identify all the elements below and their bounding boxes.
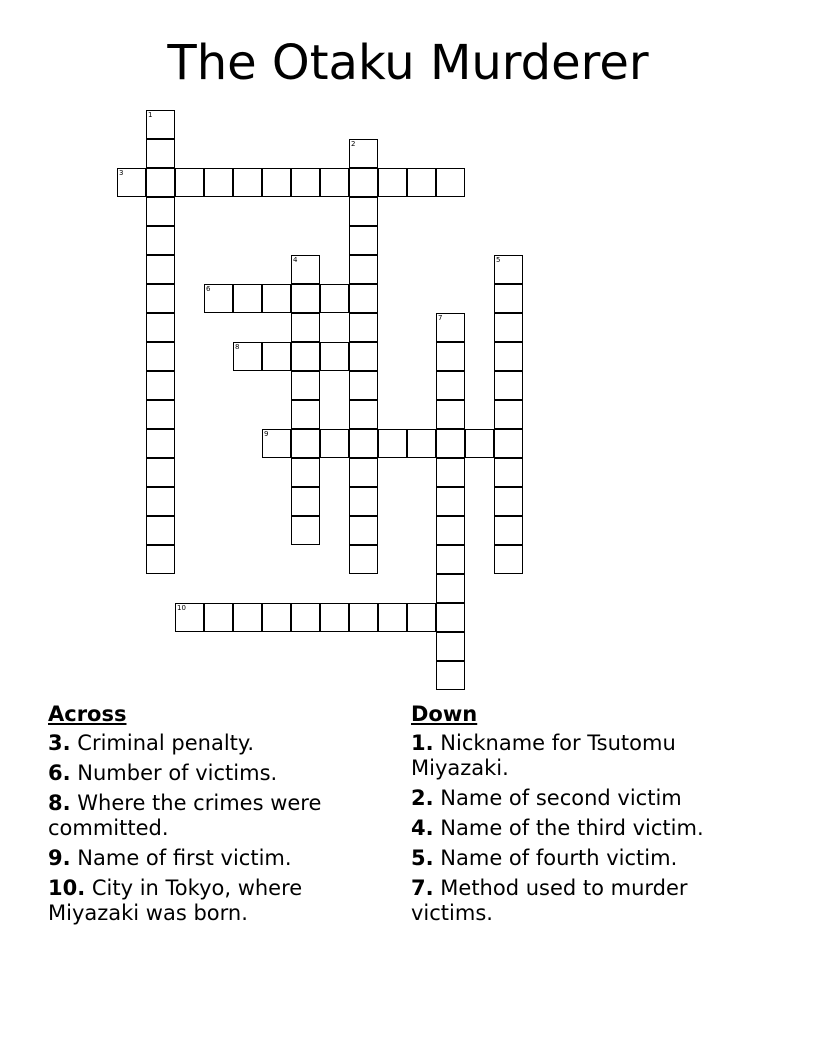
grid-cell[interactable]	[494, 516, 523, 545]
grid-cell[interactable]	[407, 603, 436, 632]
cell-number: 10	[177, 604, 186, 612]
grid-cell[interactable]	[494, 545, 523, 574]
grid-cell[interactable]	[146, 371, 175, 400]
down-clues	[411, 702, 741, 931]
down-clue	[411, 786, 741, 811]
grid-cell[interactable]	[291, 400, 320, 429]
grid-cell[interactable]	[233, 284, 262, 313]
clue-text: Name of first victim.	[77, 846, 292, 870]
grid-cell[interactable]	[494, 255, 523, 284]
clue-text: Criminal penalty.	[77, 731, 254, 755]
grid-cell[interactable]	[494, 371, 523, 400]
grid-cell[interactable]	[436, 458, 465, 487]
grid-cell[interactable]	[349, 197, 378, 226]
clue-number: 6.	[48, 761, 71, 785]
grid-cell[interactable]	[291, 313, 320, 342]
grid-cell[interactable]	[204, 168, 233, 197]
grid-cell[interactable]	[291, 603, 320, 632]
grid-cell[interactable]	[349, 313, 378, 342]
grid-cell[interactable]	[407, 429, 436, 458]
cell-number: 7	[438, 314, 443, 322]
grid-cell[interactable]	[146, 342, 175, 371]
clue-text: Where the crimes were committed.	[48, 791, 322, 840]
cell-number: 4	[293, 256, 298, 264]
cell-number: 2	[351, 140, 356, 148]
clue-text: City in Tokyo, where Miyazaki was born.	[48, 876, 303, 925]
clue-number: 7.	[411, 876, 434, 900]
grid-cell[interactable]	[291, 371, 320, 400]
grid-cell[interactable]	[146, 545, 175, 574]
grid-cell[interactable]	[349, 139, 378, 168]
grid-cell[interactable]	[291, 168, 320, 197]
grid-cell[interactable]	[291, 342, 320, 371]
grid-cell[interactable]	[436, 313, 465, 342]
clue-text: Name of the third victim.	[440, 816, 704, 840]
clue-number: 5.	[411, 846, 434, 870]
clue-text: Nickname for Tsutomu Miyazaki.	[411, 731, 676, 780]
grid-cell[interactable]	[117, 168, 146, 197]
grid-cell[interactable]	[494, 429, 523, 458]
grid-cell[interactable]	[146, 284, 175, 313]
grid-cell[interactable]	[436, 342, 465, 371]
across-clue	[48, 761, 378, 786]
grid-cell[interactable]	[233, 342, 262, 371]
grid-cell[interactable]	[436, 429, 465, 458]
grid-cell[interactable]	[146, 255, 175, 284]
cell-number: 8	[235, 343, 240, 351]
grid-cell[interactable]	[494, 342, 523, 371]
grid-cell[interactable]	[349, 400, 378, 429]
clue-number: 4.	[411, 816, 434, 840]
grid-cell[interactable]	[436, 400, 465, 429]
grid-cell[interactable]	[146, 313, 175, 342]
grid-cell[interactable]	[349, 342, 378, 371]
grid-cell[interactable]	[349, 429, 378, 458]
grid-cell[interactable]	[349, 545, 378, 574]
grid-cell[interactable]	[291, 429, 320, 458]
grid-cell[interactable]	[262, 284, 291, 313]
across-clues	[48, 702, 378, 931]
puzzle-title: The Otaku Murderer	[167, 35, 649, 91]
grid-cell[interactable]	[262, 342, 291, 371]
grid-cell[interactable]	[320, 603, 349, 632]
grid-cell[interactable]	[146, 226, 175, 255]
grid-cell[interactable]	[436, 574, 465, 603]
grid-cell[interactable]	[320, 342, 349, 371]
grid-cell[interactable]	[146, 516, 175, 545]
cell-number: 3	[119, 169, 124, 177]
cell-number: 9	[264, 430, 269, 438]
across-heading: Across	[48, 702, 127, 726]
across-clue	[48, 846, 378, 871]
grid-cell[interactable]	[204, 284, 233, 313]
down-clue	[411, 876, 741, 926]
grid-cell[interactable]	[349, 284, 378, 313]
cell-number: 5	[496, 256, 501, 264]
grid-cell[interactable]	[436, 603, 465, 632]
grid-cell[interactable]	[320, 284, 349, 313]
grid-cell[interactable]	[146, 139, 175, 168]
grid-cell[interactable]	[175, 603, 204, 632]
grid-cell[interactable]	[349, 226, 378, 255]
clue-text: Number of victims.	[77, 761, 278, 785]
down-clue	[411, 846, 741, 871]
grid-cell[interactable]	[349, 371, 378, 400]
grid-cell[interactable]	[233, 603, 262, 632]
clue-text: Name of fourth victim.	[440, 846, 678, 870]
grid-cell[interactable]	[349, 603, 378, 632]
grid-cell[interactable]	[262, 603, 291, 632]
grid-cell[interactable]	[349, 487, 378, 516]
clue-number: 1.	[411, 731, 434, 755]
grid-cell[interactable]	[291, 487, 320, 516]
grid-cell[interactable]	[320, 429, 349, 458]
down-heading: Down	[411, 702, 478, 726]
grid-cell[interactable]	[349, 516, 378, 545]
grid-cell[interactable]	[494, 487, 523, 516]
grid-cell[interactable]	[436, 545, 465, 574]
down-clue	[411, 816, 741, 841]
grid-cell[interactable]	[320, 168, 349, 197]
grid-cell[interactable]	[349, 458, 378, 487]
across-clue	[48, 731, 378, 756]
grid-cell[interactable]	[204, 603, 233, 632]
grid-cell[interactable]	[233, 168, 262, 197]
grid-cell[interactable]	[436, 661, 465, 690]
grid-cell[interactable]	[494, 284, 523, 313]
grid-cell[interactable]	[175, 168, 204, 197]
clue-number: 8.	[48, 791, 71, 815]
across-clue	[48, 876, 378, 926]
across-clue	[48, 791, 378, 841]
grid-cell[interactable]	[291, 255, 320, 284]
grid-cell[interactable]	[436, 168, 465, 197]
clue-number: 9.	[48, 846, 71, 870]
grid-cell[interactable]	[262, 168, 291, 197]
down-clue	[411, 731, 741, 781]
grid-cell[interactable]	[291, 284, 320, 313]
cell-number: 1	[148, 111, 153, 119]
grid-cell[interactable]	[262, 429, 291, 458]
grid-cell[interactable]	[349, 255, 378, 284]
grid-cell[interactable]	[494, 458, 523, 487]
clue-number: 2.	[411, 786, 434, 810]
grid-cell[interactable]	[436, 487, 465, 516]
clue-text: Method used to murder victims.	[411, 876, 688, 925]
cell-number: 6	[206, 285, 211, 293]
grid-cell[interactable]	[378, 168, 407, 197]
grid-cell[interactable]	[146, 400, 175, 429]
grid-cell[interactable]	[291, 516, 320, 545]
grid-cell[interactable]	[407, 168, 436, 197]
grid-cell[interactable]	[146, 429, 175, 458]
grid-cell[interactable]	[146, 197, 175, 226]
grid-cell[interactable]	[146, 110, 175, 139]
clue-number: 10.	[48, 876, 86, 900]
grid-cell[interactable]	[436, 516, 465, 545]
grid-cell[interactable]	[291, 458, 320, 487]
clue-number: 3.	[48, 731, 71, 755]
grid-cell[interactable]	[378, 603, 407, 632]
grid-cell[interactable]	[349, 168, 378, 197]
grid-cell[interactable]	[146, 487, 175, 516]
grid-cell[interactable]	[378, 429, 407, 458]
grid-cell[interactable]	[146, 168, 175, 197]
grid-cell[interactable]	[146, 458, 175, 487]
clue-text: Name of second victim	[440, 786, 682, 810]
grid-cell[interactable]	[436, 371, 465, 400]
grid-cell[interactable]	[494, 313, 523, 342]
grid-cell[interactable]	[436, 632, 465, 661]
grid-cell[interactable]	[465, 429, 494, 458]
grid-cell[interactable]	[494, 400, 523, 429]
